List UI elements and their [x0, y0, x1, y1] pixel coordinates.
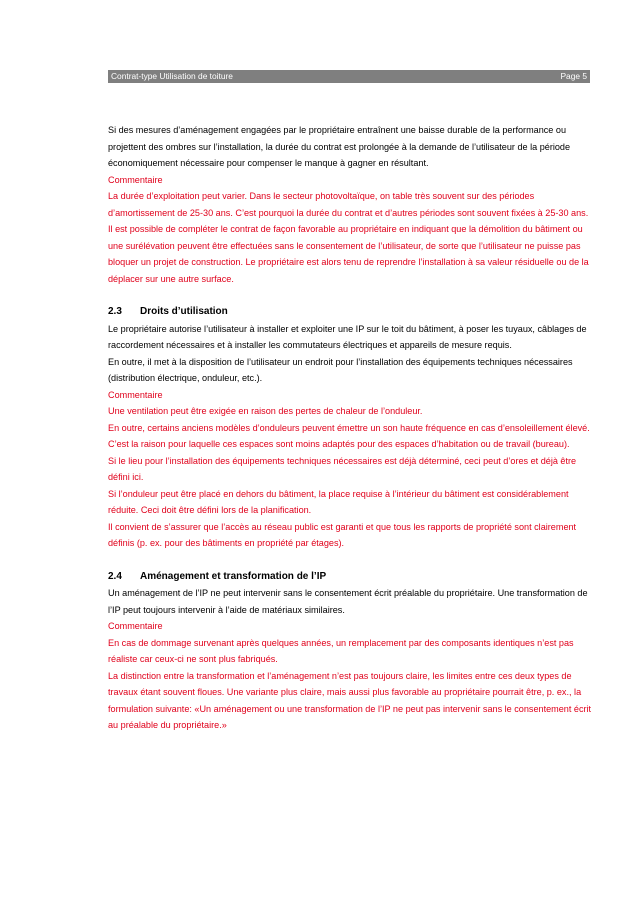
section-title: Aménagement et transformation de l’IP [140, 570, 327, 582]
comment-paragraph: En cas de dommage survenant après quelques années, un remplacement par des composants identiques n’est pas réaliste car ceux-ci ne sont plus fabriqués. [108, 637, 574, 664]
document-body [108, 122, 592, 734]
comment-paragraph: Il est possible de compléter le contrat de façon favorable au propriétaire en indiquant que la démolition du bâtiment ou une surélévation peuvent être effectuées sans le consentement de l’utilisateur, de sorte que l’utilisateur ne puisse pas bloquer un projet de construction. Le propriétaire est alors tenu de reprendre l’installation à sa valeur résiduelle ou de la déplacer sur une autre surface. [108, 224, 589, 284]
comment-paragraph: La distinction entre la transformation et l’aménagement n’est pas toujours claire, les limites entre ces deux types de travaux étant souvent floues. Une variante plus claire, mais aussi plus favorable au propriétaire pourrait être, p. ex., la formulation suivante: «Un aménagement ou une transformation de l’IP ne peut pas intervenir sans le consentement écrit au préalable du propriétaire.» [108, 670, 592, 730]
section-paragraph: En outre, il met à la disposition de l’utilisateur un endroit pour l’installation des équipements techniques nécessaires (distribution électrique, onduleur, etc.). [108, 356, 573, 383]
section-number: 2.4 [108, 570, 122, 582]
page-number: Page 5 [560, 71, 587, 81]
comment-paragraph: Une ventilation peut être exigée en raison des pertes de chaleur de l’onduleur. [108, 406, 423, 416]
comment-paragraph: Il convient de s’assurer que l’accès au réseau public est garanti et que tous les rapports de propriété sont clairement définis (p. ex. pour des bâtiments en propriété par étages). [108, 521, 577, 548]
comment-label: Commentaire [108, 621, 163, 631]
comment-paragraph: En outre, certains anciens modèles d’onduleurs peuvent émettre un son haute fréquence en cas d’ensoleillement élevé. C’est la raison pour laquelle ces espaces sont moins adaptés pour des espaces d’habitation ou de travail (bureau). [108, 422, 590, 449]
comment-label: Commentaire [108, 389, 163, 400]
intro-paragraph: Si des mesures d’aménagement engagées par le propriétaire entraînent une baisse durable de la performance ou projettent des ombres sur l’installation, la durée du contrat est prolongée à la demande de l’utilisateur de la période économiquement nécessaire pour compenser le manque à gagner en résultant. [108, 125, 571, 168]
comment-paragraph: Si l’onduleur peut être placé en dehors du bâtiment, la place requise à l’intérieur du bâtiment est considérablement réduite. Ceci doit être défini lors de la planification. [108, 488, 569, 515]
comment-label: Commentaire [108, 174, 163, 185]
section-paragraph: Un aménagement de l’IP ne peut intervenir sans le consentement écrit préalable du propriétaire. Une transformation de l’IP peut toujours intervenir à l’aide de matériaux similaires. [108, 588, 588, 615]
section-heading-2-3 [108, 304, 592, 321]
section-heading-2-4 [108, 569, 592, 586]
page-header-bar [108, 70, 590, 83]
document-title: Contrat-type Utilisation de toiture [111, 71, 233, 81]
comment-paragraph: La durée d’exploitation peut varier. Dans le secteur photovoltaïque, on table très souvent sur des périodes d’amortissement de 25-30 ans. C’est pourquoi la durée du contrat et d’autres périodes sont souvent fixées à 25-30 ans. [108, 191, 589, 218]
section-paragraph: Le propriétaire autorise l’utilisateur à installer et exploiter une IP sur le toit du bâtiment, à poser les tuyaux, câblages de raccordement nécessaires et à installer les commutateurs électriques et appareils de mesure requis. [108, 323, 587, 350]
section-number: 2.3 [108, 306, 122, 317]
section-title: Droits d’utilisation [140, 306, 228, 317]
comment-paragraph: Si le lieu pour l’installation des équipements techniques nécessaires est déjà déterminé, ceci peut d’ores et déjà être défini ici. [108, 455, 577, 482]
